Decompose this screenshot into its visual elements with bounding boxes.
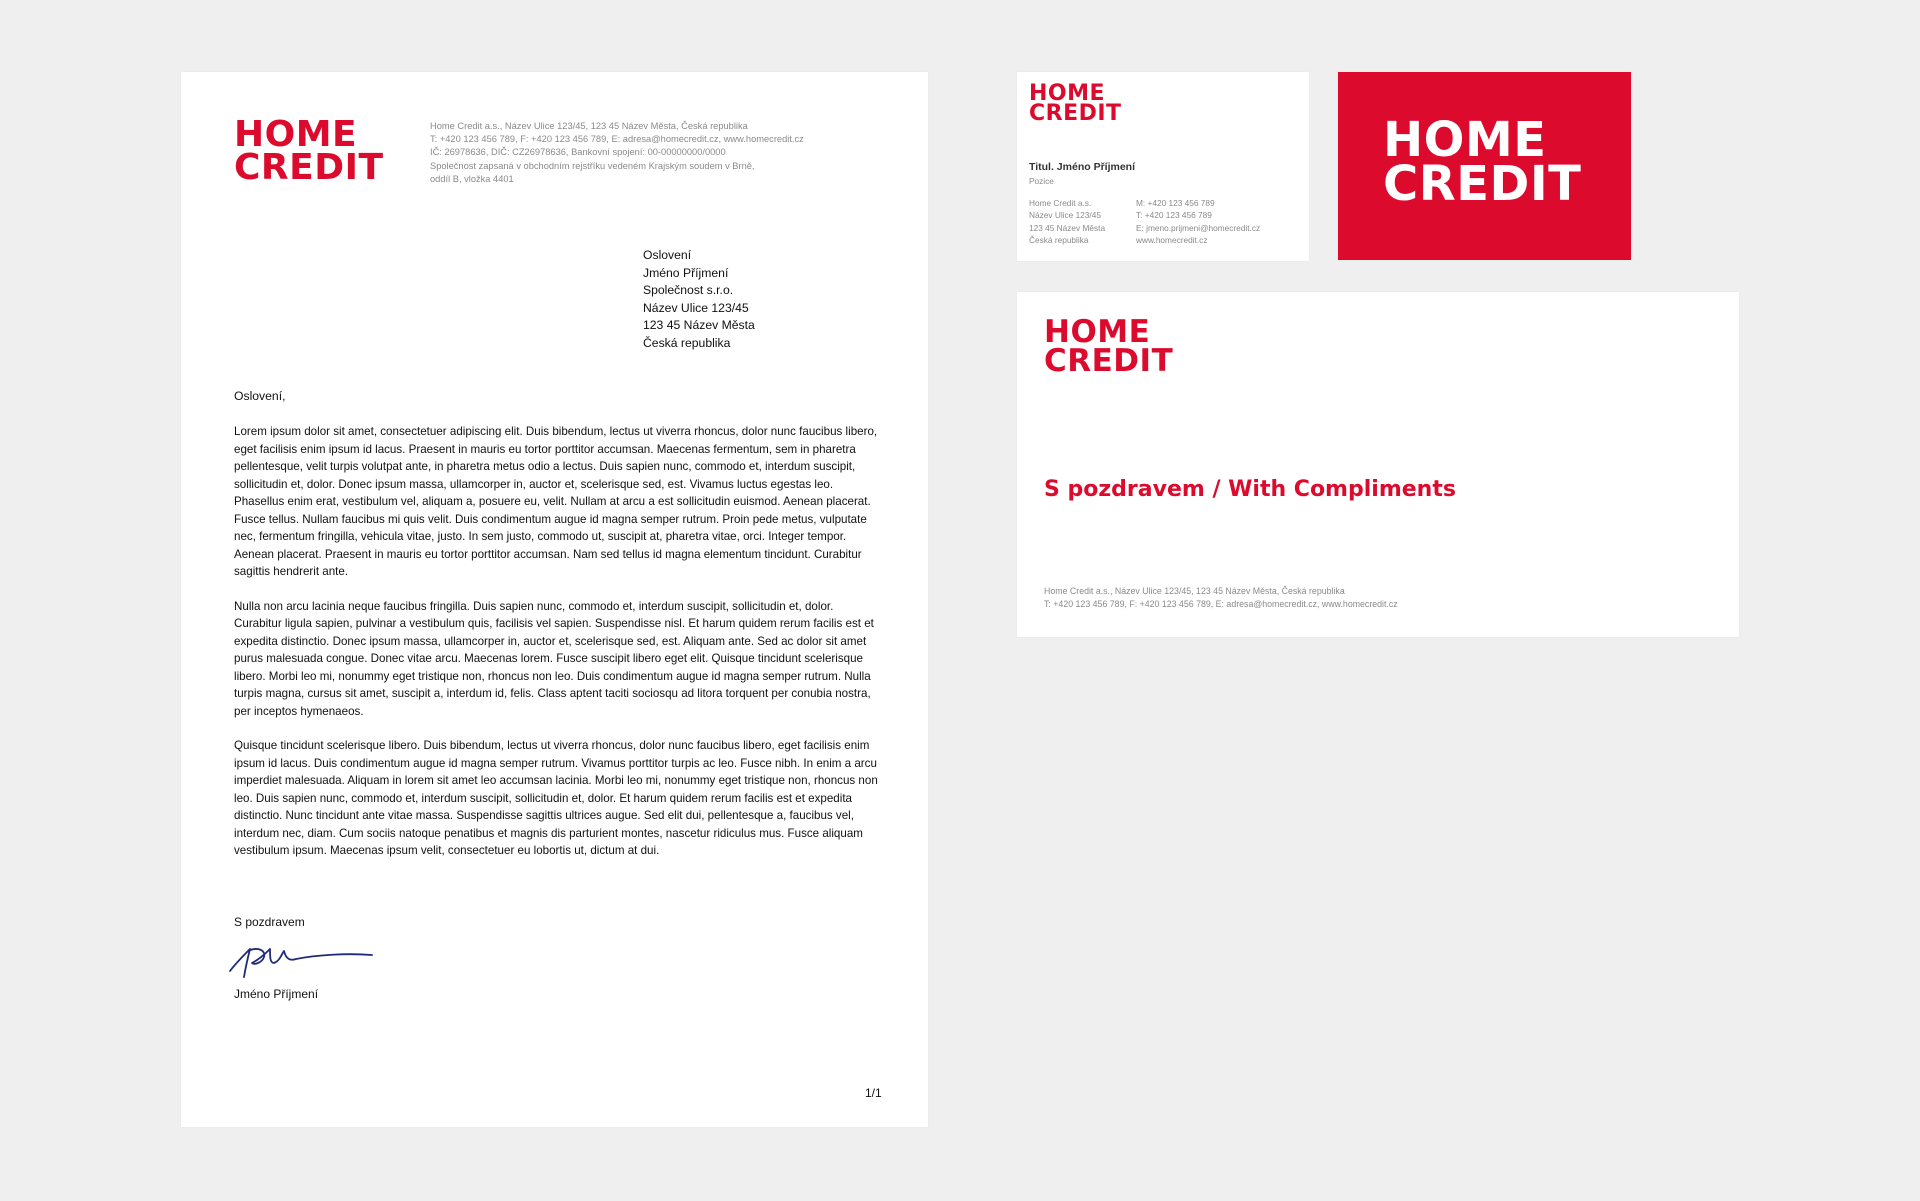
card-contacts: M: +420 123 456 789 T: +420 123 456 789 E: jmeno.prijmeni@homecredit.cz www.homecredit.cz [1136, 198, 1261, 246]
paragraph: Nulla non arcu lacinia neque faucibus fringilla. Duis sapien nunc, commodo et, interdum suscipit, sollicitudin et, dolor. Curabitur ligula sapien, pulvinar a vestibulum quis, facilisis vel sapien. Suspendisse nisl. Et harum quidem rerum facilis est et expedita distinctio. Donec ipsum massa, ullamcorper in, auctor et, scelerisque sed, est. Aliquam ante. Sed ac dolor sit amet purus malesuada congue. Donec vitae arcu. Maecenas lorem. Fusce suscipit libero eget elit. Quisque tincidunt scelerisque libero. Morbi leo mi, nonummy eget tristique non, rhoncus non leo. Duis condimentum augue id magna semper rutrum. Nulla turpis magna, cursus sit amet, suscipit a, interdum id, felis. Class aptent taciti sociosqu ad litora torquent per conubia nostra, per inceptos hymenaeos. [234, 599, 874, 718]
letter-body [234, 423, 880, 877]
recipient-address: Oslovení Jméno Příjmení Společnost s.r.o. Název Ulice 123/45 123 45 Název Města Česká republika [643, 248, 755, 350]
slip-title: S pozdravem / With Compliments [1044, 477, 1456, 502]
card-role: Pozice [1029, 176, 1054, 186]
signer-name: Jméno Příjmení [234, 987, 319, 1001]
paragraph: Quisque tincidunt scelerisque libero. Duis bibendum, lectus ut viverra rhoncus, dolor nunc faucibus libero, eget facilisis enim ipsum id lacus. Duis condimentum augue id magna semper rutrum. Vivamus porttitor turpis ac leo. Fusce nibh. In enim a arcu imperdiet malesuada. Aliquam in lorem sit amet leo accumsan lacinia. Morbi leo mi, nonummy eget tristique non, rhoncus non leo. Duis sapien nunc, commodo et, interdum suscipit, sollicitudin et, dolor. Et harum quidem rerum facilis est et expedita distinctio. Nunc tincidunt ante vitae massa. Suspendisse sagittis ultrices augue. Sed elit dui, pellentesque a, faucibus vel, interdum nec, diam. Cum sociis natoque penatibus et magnis dis parturient montes, nascetur ridiculus mus. Fusce aliquam vestibulum ipsum. Maecenas ipsum velit, consectetuer eu lobortis ut, dictum at dui. [234, 739, 878, 857]
home-credit-logo: HOME CREDIT [1383, 112, 1582, 213]
card-address: Home Credit a.s. Název Ulice 123/45 123 45 Název Města Česká republika [1029, 198, 1106, 246]
letterhead-page [181, 72, 928, 1127]
salutation: Oslovení, [234, 389, 286, 403]
business-card-back [1338, 72, 1631, 260]
business-card [1017, 72, 1309, 261]
company-info: Home Credit a.s., Název Ulice 123/45, 123 45 Název Města, Česká republika T: +420 123 456 789, F: +420 123 456 789, E: adresa@homecredit.cz, www.homecredit.cz IČ: 26978636, DIČ: CZ26978636, Bankovní spojení: 00-00000000/0000 Společnost zapsaná v obchodním rejstříku vedeném Krajským soudem v Brně, oddíl B, vložka 4401 [430, 121, 804, 184]
paragraph: Lorem ipsum dolor sit amet, consectetuer adipiscing elit. Duis bibendum, lectus ut viverra rhoncus, dolor nunc faucibus libero, eget facilisis enim ipsum id lacus. Praesent in mauris eu tortor porttitor accumsan. Maecenas fermentum, sem in pharetra pellentesque, velit turpis volutpat ante, in pharetra metus odio a lectus. Duis sapien nunc, commodo et, interdum suscipit, sollicitudin et, dolor. Donec ipsum massa, ullamcorper in, auctor et, scelerisque sed, est. Vivamus luctus egestas leo. Phasellus enim erat, vestibulum vel, aliquam a, posuere eu, velit. Nullam at arcu a est sollicitudin euismod. Aenean placerat. Fusce tellus. Nullam faucibus mi quis velit. Duis condimentum augue id magna semper rutrum. Proin pede metus, vulputate nec, fermentum fringilla, vehicula vitae, justo. In sem justo, commodo ut, suscipit at, pharetra vitae, orci. Integer tempor. Aenean placerat. Praesent in mauris eu tortor porttitor accumsan. Nam sed tellus id magna elementum tincidunt. Curabitur sagittis hendrerit ante. [234, 425, 878, 578]
signature [226, 933, 376, 983]
compliments-slip [1017, 292, 1739, 637]
home-credit-logo: HOME CREDIT [234, 114, 384, 189]
home-credit-logo: HOME CREDIT [1029, 81, 1122, 127]
closing: S pozdravem [234, 915, 305, 929]
page-number: 1/1 [865, 1086, 882, 1100]
home-credit-logo: HOME CREDIT [1044, 314, 1174, 379]
slip-footer: Home Credit a.s., Název Ulice 123/45, 123 45 Název Města, Česká republika T: +420 123 456 789, F: +420 123 456 789, E: adresa@homecredit.cz, www.homecredit.cz [1044, 586, 1398, 610]
card-name: Titul. Jméno Příjmení [1029, 161, 1135, 173]
